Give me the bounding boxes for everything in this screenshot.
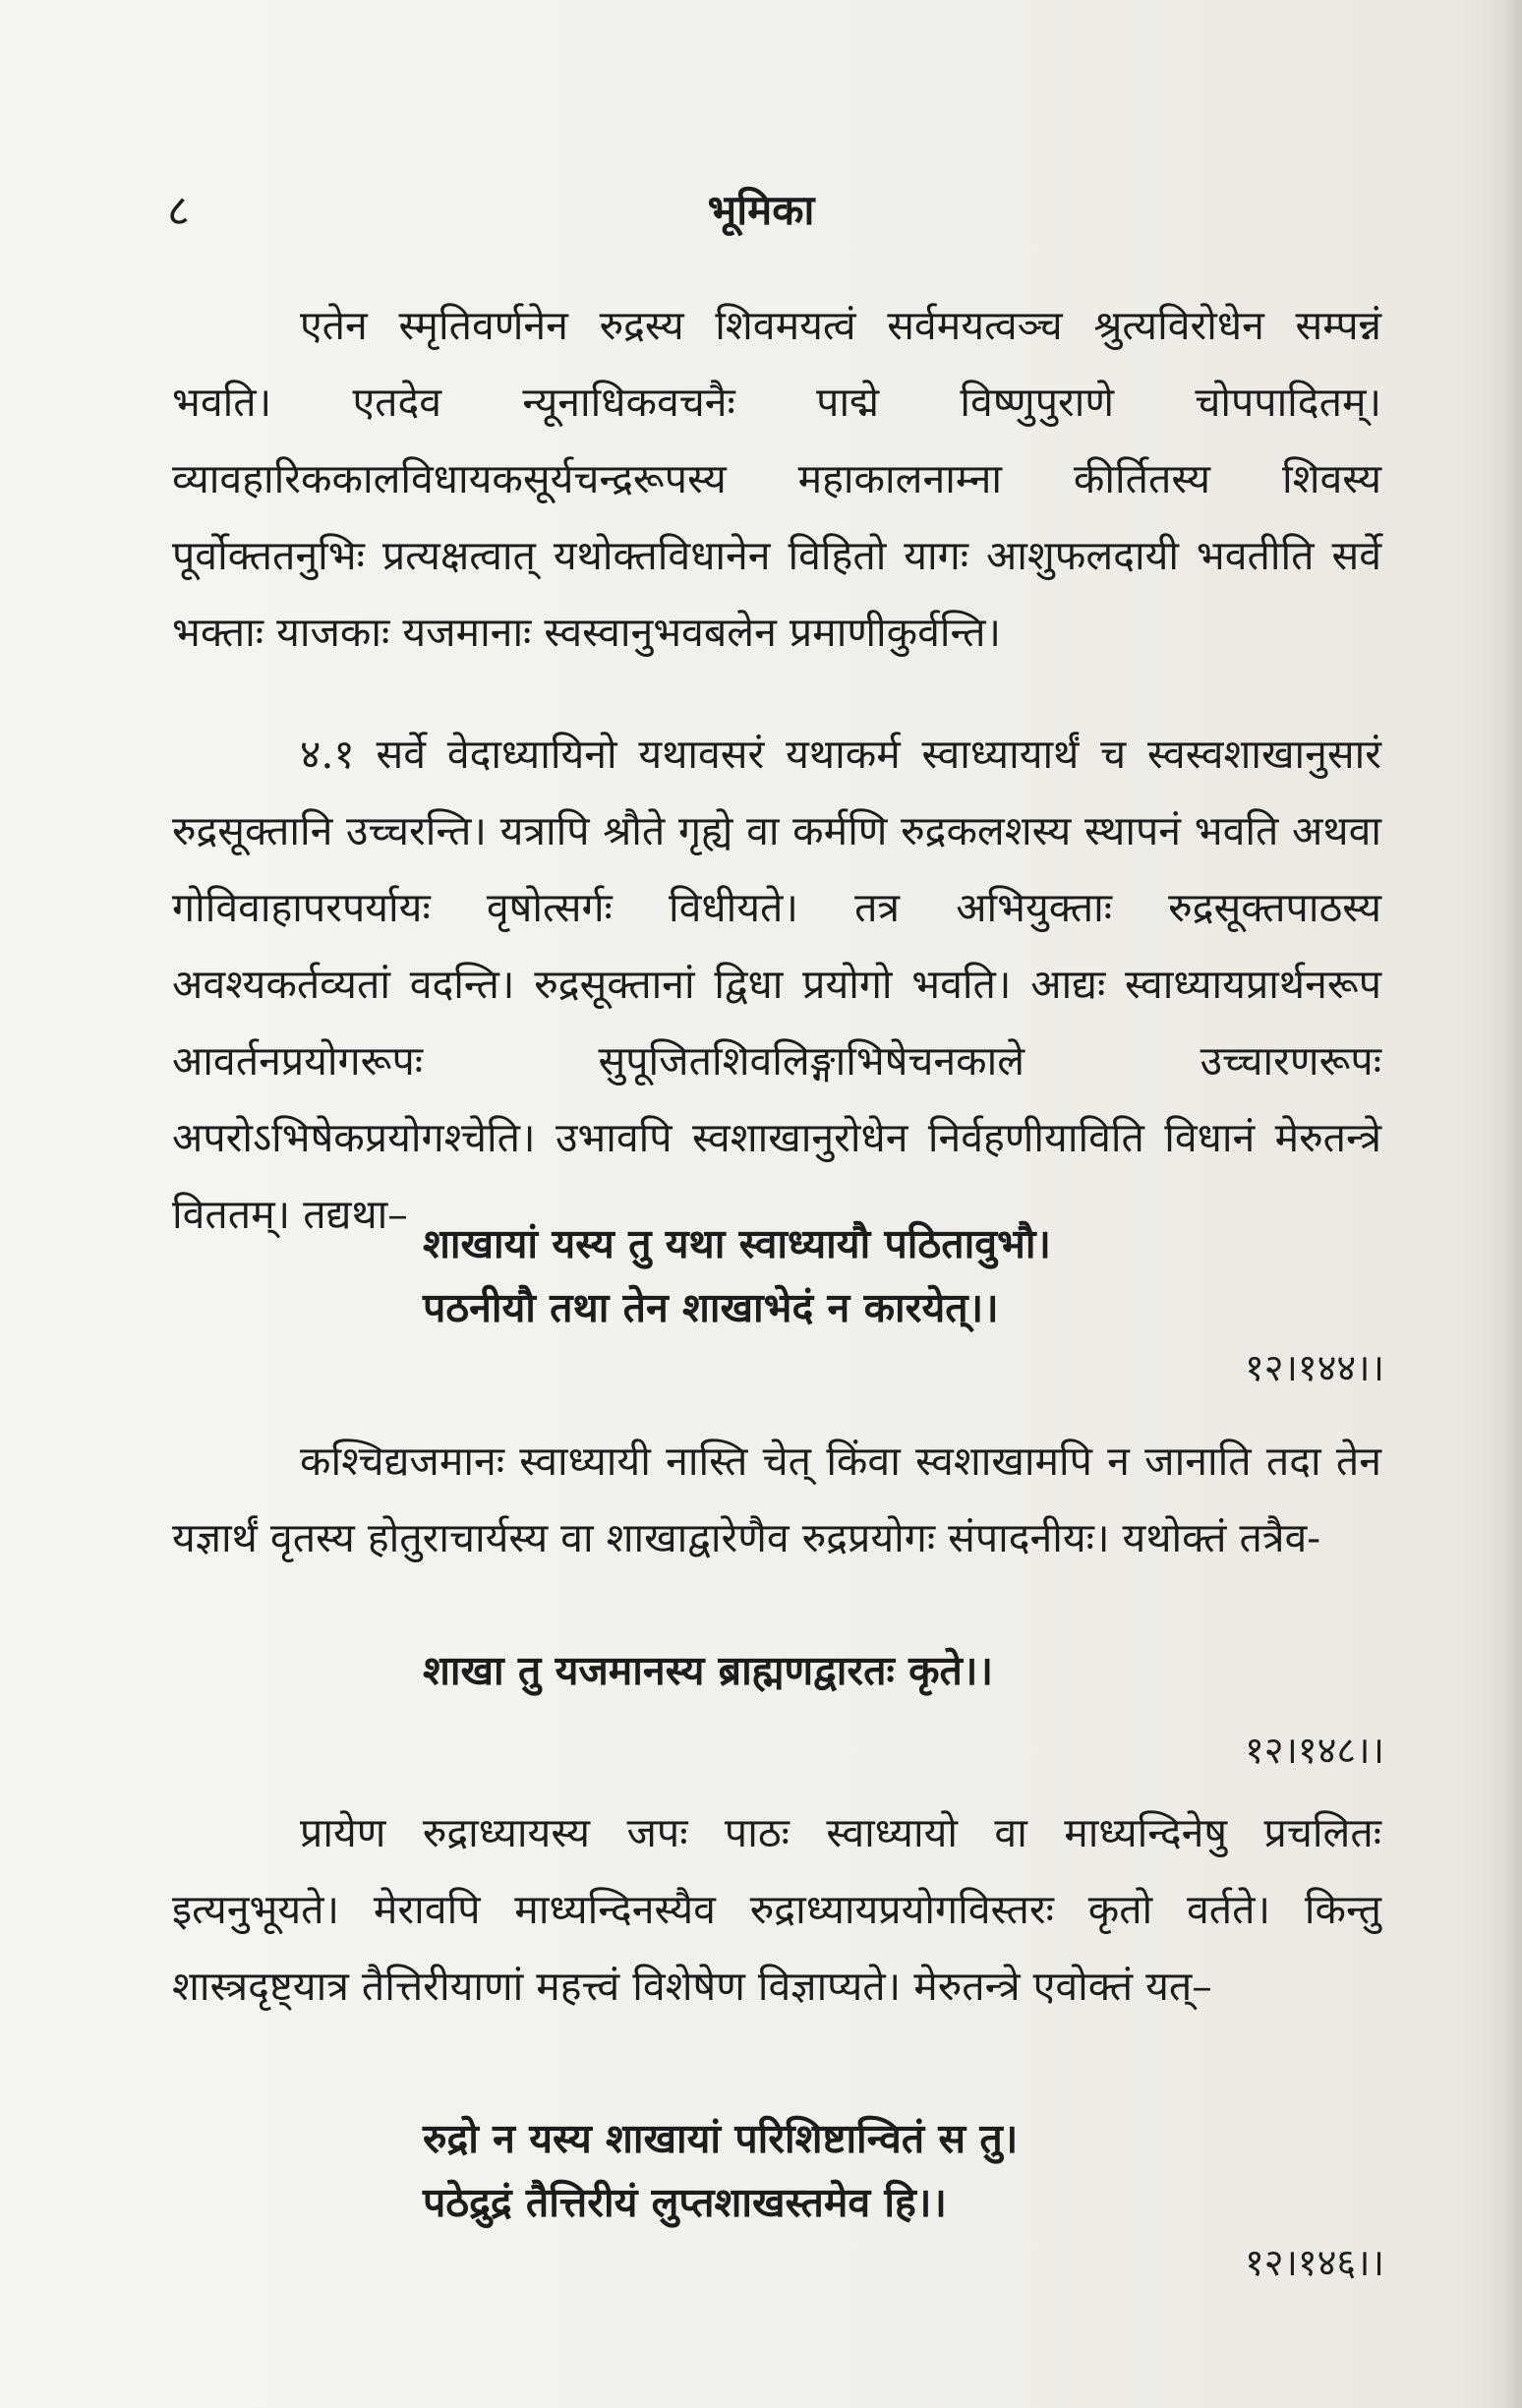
- paragraph-1: एतेन स्मृतिवर्णनेन रुद्रस्य शिवमयत्वं सर्वमयत्वञ्च श्रुत्यविरोधेन सम्पन्नं भवति। एतदेव न्यूनाधिकवचनैः पाद्मे विष्णुपुराणे चोपपादितम्। व्यावहारिककालविधायकसूर्यचन्द्ररूपस्य महाकालनाम्ना कीर्तितस्य शिवस्य पूर्वोक्ततनुभिः प्रत्यक्षत्वात् यथोक्तविधानेन विहितो यागः आशुफलदायी भवतीति सर्वे भक्ताः याजकाः यजमानाः स्वस्वानुभवबलेन प्रमाणीकुर्वन्ति।: [172, 302, 1381, 656]
- verse-reference: १२।१४८।।: [1244, 1729, 1384, 1772]
- verse-reference: १२।१४६।।: [1244, 2241, 1384, 2284]
- verse-line: रुद्रो न यस्य शाखायां परिशिष्टान्वितं स तु।: [423, 2115, 1019, 2162]
- verse-line: पठनीयौ तथा तेन शाखाभेदं न कारयेत्।।: [423, 1284, 999, 1331]
- paragraph-4: प्रायेण रुद्राध्यायस्य जपः पाठः स्वाध्यायो वा माध्यन्दिनेषु प्रचलितः इत्यनुभूयते। मेरावपि माध्यन्दिनस्यैव रुद्राध्यायप्रयोगविस्तरः कृतो वर्तते। किन्तु शास्त्रदृष्ट्यात्र तैत्तिरीयाणां महत्त्वं विशेषेण विज्ञाप्यते। मेरुतन्त्रे एवोक्तं यत्–: [172, 1809, 1381, 2010]
- paragraph-3: कश्चिद्यजमानः स्वाध्यायी नास्ति चेत् किंवा स्वशाखामपि न जानाति तदा तेन यज्ञार्थं वृतस्य होतुराचार्यस्य वा शाखाद्वारेणैव रुद्रप्रयोगः संपादनीयः। यथोक्तं तत्रैव-: [172, 1438, 1381, 1561]
- verse-line: शाखा तु यजमानस्य ब्राह्मणद्वारतः कृते।।: [423, 1647, 994, 1694]
- verse-reference: १२।१४४।।: [1244, 1346, 1384, 1389]
- page-edge-shadow: [1500, 0, 1522, 2408]
- paragraph-2: ४.१ सर्वे वेदाध्यायिनो यथावसरं यथाकर्म स्वाध्यायार्थं च स्वस्वशाखानुसारं रुद्रसूक्तानि उच्चरन्ति। यत्रापि श्रौते गृह्ये वा कर्मणि रुद्रकलशस्य स्थापनं भवति अथवा गोविवाहापरपर्यायः वृषोत्सर्गः विधीयते। तत्र अभियुक्ताः रुद्रसूक्तपाठस्य अवश्यकर्तव्यतां वदन्ति। रुद्रसूक्तानां द्विधा प्रयोगो भवति। आद्यः स्वाध्यायप्रार्थनरूप आवर्तनप्रयोगरूपः सुपूजितशिवलिङ्गाभिषेचनकाले उच्चारणरूपः अपरोऽभिषेकप्रयोगश्चेति। उभावपि स्वशाखानुरोधेन निर्वहणीयाविति विधानं मेरुतन्त्रे विततम्। तद्यथा–: [172, 731, 1381, 1238]
- verse-line: शाखायां यस्य तु यथा स्वाध्यायौ पठितावुभौ।: [423, 1220, 1051, 1267]
- verse-line: पठेद्रुद्रं तैत्तिरीयं लुप्तशाखस्तमेव हि।।: [423, 2179, 947, 2226]
- verse-block-1: [423, 1212, 1367, 1340]
- verse-block-3: [423, 2107, 1367, 2235]
- running-head: भूमिका: [707, 186, 815, 234]
- page-number: ८: [167, 186, 190, 236]
- verse-block-2: [423, 1639, 1367, 1703]
